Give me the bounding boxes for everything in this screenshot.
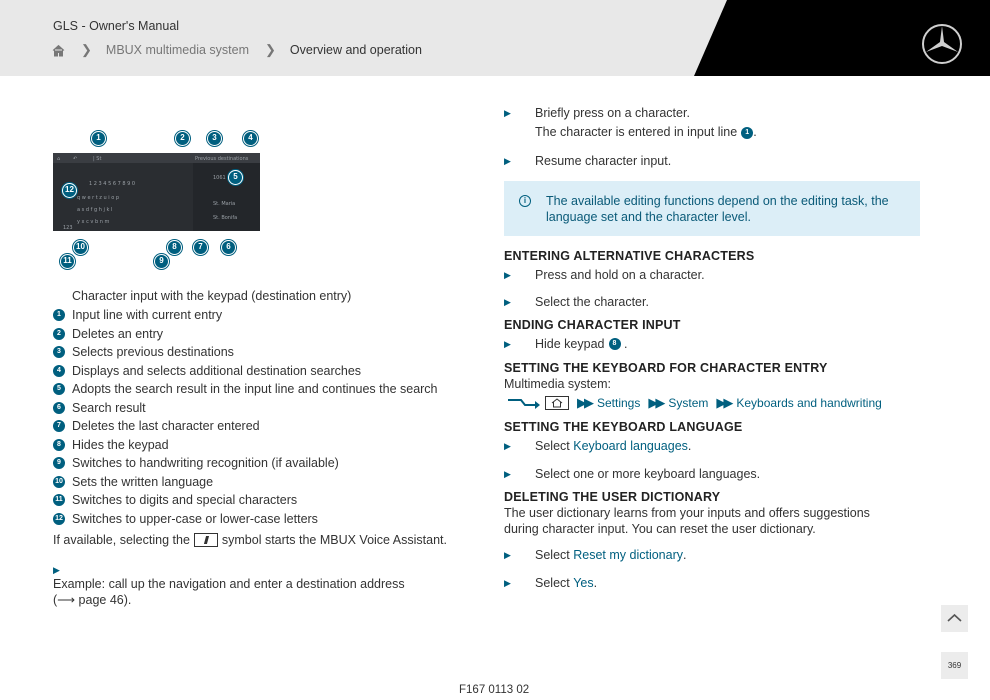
home-icon[interactable] — [545, 396, 569, 410]
info-icon: i — [519, 195, 531, 207]
step-text: Select the character. — [535, 295, 649, 309]
step-arrow-icon: ▶ — [504, 338, 511, 349]
voice-note-after: symbol starts the MBUX Voice Assistant. — [221, 533, 447, 547]
legend-text: Switches to upper-case or lower-case letters — [72, 511, 318, 526]
callout-3: 3 — [207, 131, 222, 146]
legend-number: 8 — [53, 439, 65, 451]
result-character-entered: The character is entered in input line 1 . — [535, 125, 757, 139]
heading-keyboard-language: SETTING THE KEYBOARD LANGUAGE — [504, 420, 743, 434]
legend-item — [53, 491, 438, 510]
step-select-reset: ▶ Select Reset my dictionary . — [504, 548, 687, 562]
step-arrow-icon: ▶ — [504, 155, 511, 166]
step-arrow-icon: ▶ — [504, 577, 511, 588]
mercedes-star-logo[interactable] — [921, 23, 963, 65]
svg-text:1061: 1061 — [213, 175, 226, 181]
breadcrumb-item-mbux[interactable]: MBUX multimedia system — [105, 43, 249, 57]
svg-text:123: 123 — [63, 225, 73, 231]
step-select-keyboard-languages: ▶ Select Keyboard languages . — [504, 439, 692, 453]
legend-text: Selects previous destinations — [72, 345, 234, 360]
svg-text:a s d f g h j k l: a s d f g h j k l — [77, 207, 113, 213]
info-box — [504, 181, 920, 236]
legend-number: 10 — [53, 476, 65, 488]
example-step — [53, 562, 433, 608]
double-chevron-icon: ▶▶ — [716, 395, 731, 410]
step-resume — [504, 154, 671, 168]
heading-ending-input: ENDING CHARACTER INPUT — [504, 318, 681, 332]
path-system[interactable]: System — [668, 396, 709, 410]
heading-alt-characters: ENTERING ALTERNATIVE CHARACTERS — [504, 249, 755, 263]
double-chevron-icon: ▶▶ — [577, 395, 591, 410]
callout-9: 9 — [154, 254, 169, 269]
app-title: GLS - Owner's Manual — [53, 19, 180, 33]
legend-text: Sets the written language — [72, 474, 214, 489]
legend-text: Search result — [72, 400, 146, 415]
step-press-hold — [504, 268, 705, 282]
step-arrow-icon: ▶ — [504, 549, 511, 560]
path-start-arrow-icon — [507, 396, 541, 410]
legend-item — [53, 380, 438, 399]
figure-caption: Character input with the keypad (destination entry) — [72, 289, 352, 303]
svg-text:⌂: ⌂ — [57, 156, 61, 162]
legend-text: Deletes an entry — [72, 326, 164, 341]
legend-item — [53, 473, 438, 492]
legend-item — [53, 306, 438, 325]
figure-legend — [53, 306, 438, 528]
callout-4: 4 — [243, 131, 258, 146]
breadcrumb — [52, 42, 422, 58]
step-text: Select — [535, 439, 570, 453]
legend-text: Hides the keypad — [72, 437, 169, 452]
page-reference-link[interactable]: (⟶ page 46). — [53, 593, 132, 607]
chevron-up-icon — [941, 605, 968, 632]
legend-text: Switches to handwriting recognition (if available) — [72, 456, 339, 471]
legend-item — [53, 362, 438, 381]
multimedia-label: Multimedia system: — [504, 377, 611, 391]
legend-text: Adopts the search result in the input line and continues the search — [72, 382, 438, 397]
voice-assistant-note — [53, 533, 447, 547]
legend-number: 2 — [53, 328, 65, 340]
delete-dictionary-text: The user dictionary learns from your inputs and offers suggestions during character input. You can reset the user dictionary. — [504, 506, 870, 536]
heading-delete-dictionary: DELETING THE USER DICTIONARY — [504, 490, 721, 504]
chevron-right-icon: ❯ — [265, 42, 276, 57]
step-text: Select one or more keyboard languages. — [535, 467, 761, 481]
example-text: Example: call up the navigation and enter a destination address — [53, 577, 405, 591]
step-arrow-icon: ▶ — [504, 468, 511, 479]
reset-dictionary-link[interactable]: Reset my dictionary — [573, 548, 683, 562]
step-text: Press and hold on a character. — [535, 268, 705, 282]
legend-number: 4 — [53, 365, 65, 377]
legend-text: Deletes the last character entered — [72, 419, 260, 434]
step-text: Select — [535, 576, 570, 590]
svg-text:↶: ↶ — [73, 156, 78, 162]
home-icon[interactable] — [52, 44, 65, 57]
legend-text: Displays and selects additional destination searches — [72, 363, 362, 378]
info-text: The available editing functions depend on the editing task, the language set and the character level. — [546, 194, 889, 224]
svg-text:y x c v b n m: y x c v b n m — [77, 219, 110, 225]
legend-item — [53, 417, 438, 436]
step-text: Select — [535, 548, 570, 562]
step-select-languages — [504, 467, 760, 481]
callout-7: 7 — [193, 240, 208, 255]
yes-link[interactable]: Yes — [573, 576, 594, 590]
breadcrumb-item-current[interactable]: Overview and operation — [289, 43, 422, 57]
legend-number: 11 — [53, 494, 65, 506]
step-arrow-icon: ▶ — [504, 107, 511, 118]
legend-number: 12 — [53, 513, 65, 525]
legend-number: 3 — [53, 346, 65, 358]
voice-assistant-icon — [194, 533, 218, 547]
legend-number: 1 — [53, 309, 65, 321]
svg-text:1 2 3 4 5 6 7 8 9 0: 1 2 3 4 5 6 7 8 9 0 — [89, 181, 136, 187]
legend-number: 6 — [53, 402, 65, 414]
svg-text:St. Bonifa: St. Bonifa — [213, 215, 238, 221]
callout-6: 6 — [221, 240, 236, 255]
callout-10: 10 — [73, 240, 88, 255]
legend-text: Input line with current entry — [72, 308, 223, 323]
path-settings[interactable]: Settings — [597, 396, 641, 410]
legend-item — [53, 399, 438, 418]
step-text: Resume character input. — [535, 154, 672, 168]
callout-11: 11 — [60, 254, 75, 269]
step-select-yes: ▶ Select Yes . — [504, 576, 598, 590]
step-select-character — [504, 295, 649, 309]
voice-note-before: If available, selecting the — [53, 533, 190, 547]
legend-item — [53, 454, 438, 473]
keypad-screen-image — [53, 153, 260, 231]
legend-item — [53, 325, 438, 344]
menu-path — [507, 395, 882, 411]
step-arrow-icon: ▶ — [53, 565, 60, 575]
legend-number: 9 — [53, 457, 65, 469]
legend-item — [53, 343, 438, 362]
callout-1: 1 — [91, 131, 106, 146]
svg-text:q w e r t z u i o p: q w e r t z u i o p — [77, 195, 120, 201]
legend-item — [53, 436, 438, 455]
result-text: The character is entered in input line — [535, 125, 738, 139]
callout-12: 12 — [62, 183, 77, 198]
figure-id: F167 0113 02 — [459, 684, 530, 696]
svg-text:Previous destinations: Previous destinations — [195, 156, 249, 162]
heading-setting-keyboard: SETTING THE KEYBOARD FOR CHARACTER ENTRY — [504, 361, 828, 375]
step-briefly-press — [504, 106, 690, 120]
callout-8: 8 — [167, 240, 182, 255]
step-text: Hide keypad — [535, 337, 605, 351]
step-arrow-icon: ▶ — [504, 296, 511, 307]
step-hide-keypad: ▶ Hide keypad 8 . — [504, 337, 628, 351]
callout-2: 2 — [175, 131, 190, 146]
chevron-right-icon: ❯ — [81, 42, 92, 57]
scroll-to-top-button[interactable] — [941, 605, 968, 632]
inline-number: 8 — [609, 338, 621, 350]
keyboard-languages-link[interactable]: Keyboard languages — [573, 439, 688, 453]
legend-number: 7 — [53, 420, 65, 432]
inline-number: 1 — [741, 127, 753, 139]
legend-number: 5 — [53, 383, 65, 395]
callout-5: 5 — [228, 170, 243, 185]
legend-text: Switches to digits and special characters — [72, 493, 298, 508]
svg-text:| St: | St — [93, 156, 102, 162]
double-chevron-icon: ▶▶ — [648, 395, 663, 410]
step-arrow-icon: ▶ — [504, 269, 511, 280]
step-text: Briefly press on a character. — [535, 106, 690, 120]
svg-text:St. Maria: St. Maria — [213, 201, 236, 207]
legend-item — [53, 510, 438, 529]
path-keyboards-handwriting[interactable]: Keyboards and handwriting — [736, 396, 882, 410]
step-arrow-icon: ▶ — [504, 440, 511, 451]
keypad-illustration — [53, 153, 260, 231]
page-number-badge: 369 — [941, 652, 968, 679]
